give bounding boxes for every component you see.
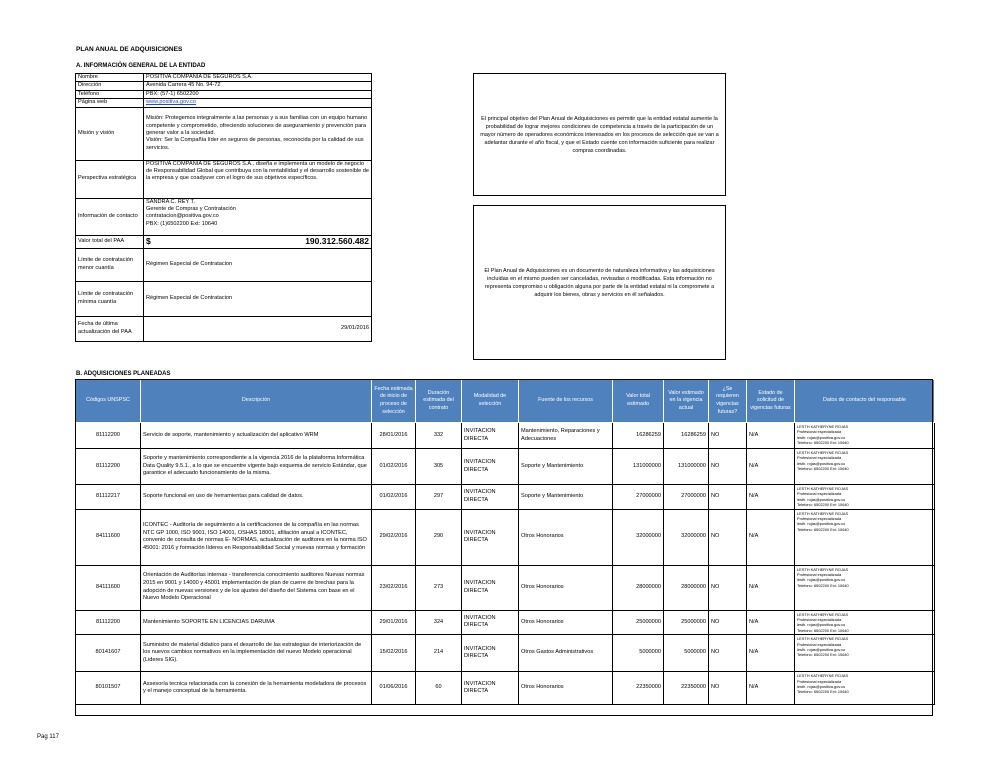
contact-phone: Telefono: 6502200 Ext: 10640 (797, 502, 849, 508)
perspectiva-value: POSITIVA COMPAÑÍA DE SEGUROS S.A., diseña e implementa un modelo de negocio de Responsabilidad Global que contribuya con la rentabilidad y el desarrollo sostenible de la empresa y que coadyuve con el logro de sus objetivos específicos. (144, 160, 372, 198)
contact-phone: Telefono: 6502200 Ext: 10640 (797, 689, 849, 695)
contact-role: Profesional especializada (797, 516, 842, 522)
table-row (76, 672, 935, 705)
total-value: 25000000 (613, 610, 664, 635)
future-status: N/A (747, 635, 795, 672)
contact-email: lesth. rojas@positiva.gov.co (797, 684, 846, 690)
unspsc-code: 80141607 (76, 635, 141, 672)
nombre-value: POSITIVA COMPAÑÍA DE SEGUROS S.A. (144, 74, 372, 82)
future-status: N/A (747, 509, 795, 565)
current-value: 32000000 (664, 509, 709, 565)
contact-email: lesth. rojas@positiva.gov.co (797, 434, 846, 440)
future-required: NO (709, 635, 747, 672)
future-required: NO (709, 610, 747, 635)
funding-source: Otros Honorarios (519, 610, 613, 635)
page-title: PLAN ANUAL DE ADQUISICIONES (76, 46, 183, 53)
contact-name: LESTH KATHERYNE ROJAS (797, 424, 849, 429)
contact-role: Profesional especializada (797, 678, 842, 684)
modality: INVITACION DIRECTA (462, 485, 519, 510)
contact-email: lesth. rojas@positiva.gov.co (797, 521, 846, 527)
modality: INVITACION DIRECTA (462, 565, 519, 610)
description: Soporte funcional en uso de herramientas para calidad de datos. (141, 485, 372, 510)
acquisitions-table (75, 379, 935, 705)
current-value: 25000000 (664, 610, 709, 635)
header-valor-vigencia: Valor estimado en la vigencia actual (664, 380, 709, 423)
table-row (76, 565, 935, 610)
limite-minima-value: Régimen Especial de Contratacion (144, 281, 372, 316)
responsible-contact (795, 485, 935, 510)
contact-phone: Telefono: 6502200 Ext: 10640 (797, 440, 849, 446)
unspsc-code: 81112200 (76, 610, 141, 635)
contacto-nombre: SANDRA C. REY T. (146, 198, 195, 205)
funding-source: Mantenimiento, Reparaciones y Adecuaciones (519, 423, 613, 449)
web-cell (144, 99, 372, 107)
table-row (76, 485, 935, 510)
total-value: 16286259 (613, 423, 664, 449)
contact-phone: Telefono: 6502200 Ext: 10640 (797, 526, 849, 532)
description: Soporte y mantenimiento correspondiente a la vigencia 2016 de la plataforma Informática Data Quality 9.5.1., a lo que se encuentre vigente bajo esquema de servicio Estándar, que garantice el adecuado funcionamiento de la misma. (141, 449, 372, 485)
current-value: 27000000 (664, 485, 709, 510)
contact-email: lesth. rojas@positiva.gov.co (797, 622, 846, 628)
header-descripcion: Descripción (141, 380, 372, 423)
contacto-cell (144, 198, 372, 235)
table-body (76, 423, 935, 705)
vision-text: Visión: Ser la Compañía líder en seguros de personas, reconocida por la calidad de sus servicios. (146, 137, 364, 151)
duration: 273 (416, 565, 462, 610)
header-fecha: Fecha estimada de inicio de proceso de selección (372, 380, 416, 423)
start-date: 01/06/2016 (372, 672, 416, 705)
duration: 297 (416, 485, 462, 510)
header-contacto: Datos de contacto del responsable (795, 380, 935, 423)
total-value: 131000000 (613, 449, 664, 485)
description: ICONTEC - Auditoría de seguimiento a la certificaciones de la compañía en las normas NTC GP 1000, ISO 9001, ISO 14001, OSHAS 18001, afiliación anual a ICONTEC, convenio de consulta de normas E- NORMAS, actualización de auditores en la norma ISO 45001: 2016 y formación líderes en Responsabilidad Social y nuevas normas y formación (141, 509, 372, 565)
limite-menor-value: Régimen Especial de Contratacion (144, 248, 372, 281)
header-valor-total: Valor total estimado (613, 380, 664, 423)
future-required: NO (709, 509, 747, 565)
naturaleza-text: El Plan Anual de Adquisiciones es un documento de naturaleza informativa y las adquisiciones incluidas en el mismo pueden ser canceladas, revisadas o modificadas. Esta información no representa compromiso u obligación alguna por parte de la entidad estatal ni la compromete a adquirir los bienes, obras y servicios en él señalados. (484, 267, 715, 298)
future-required: NO (709, 565, 747, 610)
unspsc-code: 84111600 (76, 509, 141, 565)
modality: INVITACION DIRECTA (462, 635, 519, 672)
total-value: 32000000 (613, 509, 664, 565)
modality: INVITACION DIRECTA (462, 423, 519, 449)
header-vigencias-futuras: ¿Se requieren vigencias futuras? (709, 380, 747, 423)
unspsc-code: 84111600 (76, 565, 141, 610)
responsible-contact (795, 449, 935, 485)
header-codigos: Códigos UNSPSC (76, 380, 141, 423)
future-status: N/A (747, 423, 795, 449)
header-fuente: Fuente de los recursos (519, 380, 613, 423)
start-date: 01/02/2016 (372, 449, 416, 485)
responsible-contact (795, 672, 935, 705)
fecha-label: Fecha de última actualización del PAA (76, 316, 144, 341)
table-row (76, 635, 935, 672)
table-row (76, 449, 935, 485)
telefono-value: PBX: (57-1) 6502200 (144, 90, 372, 98)
funding-source: Soporte y Mantenimiento (519, 485, 613, 510)
contact-role: Profesional especializada (797, 429, 842, 435)
description: Mantenimiento SOPORTE EN LICENCIAS DARUMA (141, 610, 372, 635)
current-value: 16286259 (664, 423, 709, 449)
contact-name: LESTH KATHERYNE ROJAS (797, 636, 849, 642)
contact-role: Profesional especializada (797, 617, 842, 623)
funding-source: Otros Gastos Administrativos (519, 635, 613, 672)
total-value: 27000000 (613, 485, 664, 510)
nombre-label: Nombre (76, 74, 144, 82)
web-label: Página web (76, 99, 144, 107)
contact-name: LESTH KATHERYNE ROJAS (797, 510, 849, 516)
objetivo-text: El principal objetivo del Plan Anual de Adquisiciones es permitir que la entidad estatal aumente la probabilidad de lograr mejores condiciones de competencia a través de la participación de un mayor número de operadores económicos interesados en los procesos de selección que se van a adelantar durante el año fiscal, y que el Estado cuente con información suficiente para realizar compras coordinadas. (480, 115, 719, 154)
unspsc-code: 81112217 (76, 485, 141, 510)
contact-phone: Telefono: 6502200 Ext: 10640 (797, 627, 849, 633)
total-value: 22350000 (613, 672, 664, 705)
contacto-label: Información de contacto (76, 198, 144, 235)
modality: INVITACION DIRECTA (462, 509, 519, 565)
contact-name: LESTH KATHERYNE ROJAS (797, 611, 849, 617)
modality: INVITACION DIRECTA (462, 672, 519, 705)
direccion-label: Dirección (76, 82, 144, 90)
start-date: 15/02/2016 (372, 635, 416, 672)
limite-minima-label: Límite de contratación mínima cuantía (76, 281, 144, 316)
contact-name: LESTH KATHERYNE ROJAS (797, 566, 849, 572)
modality: INVITACION DIRECTA (462, 449, 519, 485)
future-required: NO (709, 672, 747, 705)
current-value: 5000000 (664, 635, 709, 672)
header-estado: Estado de solicitud de vigencias futuras (747, 380, 795, 423)
entity-info-table (75, 73, 372, 342)
future-status: N/A (747, 565, 795, 610)
contact-role: Profesional especializada (797, 641, 842, 647)
current-value: 22350000 (664, 672, 709, 705)
page-number: Pag 117 (37, 734, 59, 740)
table-header-row (76, 380, 935, 423)
future-required: NO (709, 485, 747, 510)
modality: INVITACION DIRECTA (462, 610, 519, 635)
future-status: N/A (747, 672, 795, 705)
contact-email: lesth. rojas@positiva.gov.co (797, 496, 846, 502)
naturaleza-box (473, 205, 726, 360)
responsible-contact (795, 635, 935, 672)
funding-source: Otros Honorarios (519, 565, 613, 610)
future-status: N/A (747, 449, 795, 485)
duration: 60 (416, 672, 462, 705)
table-row (76, 509, 935, 565)
contact-phone: Telefono: 6502200 Ext: 10640 (797, 466, 849, 472)
unspsc-code: 81112200 (76, 449, 141, 485)
duration: 332 (416, 423, 462, 449)
description: Orientación de Auditorías internas - transferencia conocimiento auditores Nuevas normas 2015 en 9001 y 14000 y 45001 implementación de plan de cuerre de brechas para la adopción de nuevas versiones y de los ajustes del diseño del Sistema con base en el Nuevo Modelo Operacional (141, 565, 372, 610)
description: Servicio de soporte, mantenimiento y actualización del aplicativo WRM (141, 423, 372, 449)
responsible-contact (795, 509, 935, 565)
unspsc-code: 80101507 (76, 672, 141, 705)
direccion-value: Avenida Carrera 45 No. 94-72 (144, 82, 372, 90)
description: Assesoría tecnica relacionada con la conexión de la herramienta modeladora de procesos y el manejo conceptual de la herramienta. (141, 672, 372, 705)
table-row (76, 423, 935, 449)
current-value: 28000000 (664, 565, 709, 610)
valor-label: Valor total del PAA (76, 235, 144, 248)
future-status: N/A (747, 610, 795, 635)
contact-phone: Telefono: 6502200 Ext: 10640 (797, 582, 849, 588)
duration: 214 (416, 635, 462, 672)
unspsc-code: 81112200 (76, 423, 141, 449)
description: Suministro de material didatico para el desarrollo de las estrategias de interiorización de los nuevos cambios normativos en la implementación del nuevo Modelo operacional (Lideres SIG). (141, 635, 372, 672)
limite-menor-label: Límite de contratación menor cuantía (76, 248, 144, 281)
duration: 290 (416, 509, 462, 565)
funding-source: Otros Honorarios (519, 672, 613, 705)
header-modalidad: Modalidad de selección (462, 380, 519, 423)
duration: 324 (416, 610, 462, 635)
contacto-email: contratacion@positiva.gov.co (146, 213, 219, 220)
responsible-contact (795, 423, 935, 449)
start-date: 29/01/2016 (372, 610, 416, 635)
start-date: 01/02/2016 (372, 485, 416, 510)
contact-email: lesth. rojas@positiva.gov.co (797, 647, 846, 653)
future-required: NO (709, 423, 747, 449)
valor-cell (144, 235, 372, 248)
contact-name: LESTH KATHERYNE ROJAS (797, 450, 849, 455)
responsible-contact (795, 565, 935, 610)
funding-source: Soporte y Mantenimiento (519, 449, 613, 485)
mision-cell (144, 107, 372, 160)
table-row (76, 610, 935, 635)
contact-email: lesth. rojas@positiva.gov.co (797, 460, 846, 466)
valor-total: 190.312.560.482 (305, 235, 369, 246)
objetivo-box (473, 73, 726, 196)
contact-role: Profesional especializada (797, 572, 842, 578)
responsible-contact (795, 610, 935, 635)
section-a-heading: A. INFORMACIÓN GENERAL DE LA ENTIDAD (76, 63, 206, 69)
contact-role: Profesional especializada (797, 455, 842, 461)
future-status: N/A (747, 485, 795, 510)
contact-phone: Telefono: 6502200 Ext: 10640 (797, 652, 849, 658)
start-date: 29/02/2016 (372, 509, 416, 565)
telefono-label: Teléfono (76, 90, 144, 98)
header-duracion: Duración estimada del contrato (416, 380, 462, 423)
mision-label: Misión y visión (76, 107, 144, 160)
perspectiva-label: Perspectiva estratégica (76, 160, 144, 198)
funding-source: Otros Honorarios (519, 509, 613, 565)
start-date: 28/01/2016 (372, 423, 416, 449)
contact-name: LESTH KATHERYNE ROJAS (797, 486, 849, 491)
future-required: NO (709, 449, 747, 485)
contact-role: Profesional especializada (797, 491, 842, 497)
contacto-pbx: PBX: (1)6502200 Ext: 10640 (146, 220, 218, 227)
duration: 305 (416, 449, 462, 485)
contacto-cargo: Gerente de Compras y Contratación (146, 206, 236, 213)
currency-symbol: $ (146, 235, 151, 246)
section-b-heading: B. ADQUISICIONES PLANEADAS (76, 371, 171, 377)
current-value: 131000000 (664, 449, 709, 485)
contact-email: lesth. rojas@positiva.gov.co (797, 577, 846, 583)
contact-name: LESTH KATHERYNE ROJAS (797, 673, 849, 679)
start-date: 23/02/2016 (372, 565, 416, 610)
website-link[interactable]: www.positiva.gov.co (146, 99, 196, 106)
mision-text: Misión: Protegemos integralmente a las personas y a sus familias con un equipo humano competente y comprometido, ofreciendo soluciones de aseguramiento y prevención para generar valor a la sociedad. (146, 115, 368, 136)
total-value: 28000000 (613, 565, 664, 610)
fecha-value: 29/01/2016 (144, 316, 372, 341)
total-value: 5000000 (613, 635, 664, 672)
